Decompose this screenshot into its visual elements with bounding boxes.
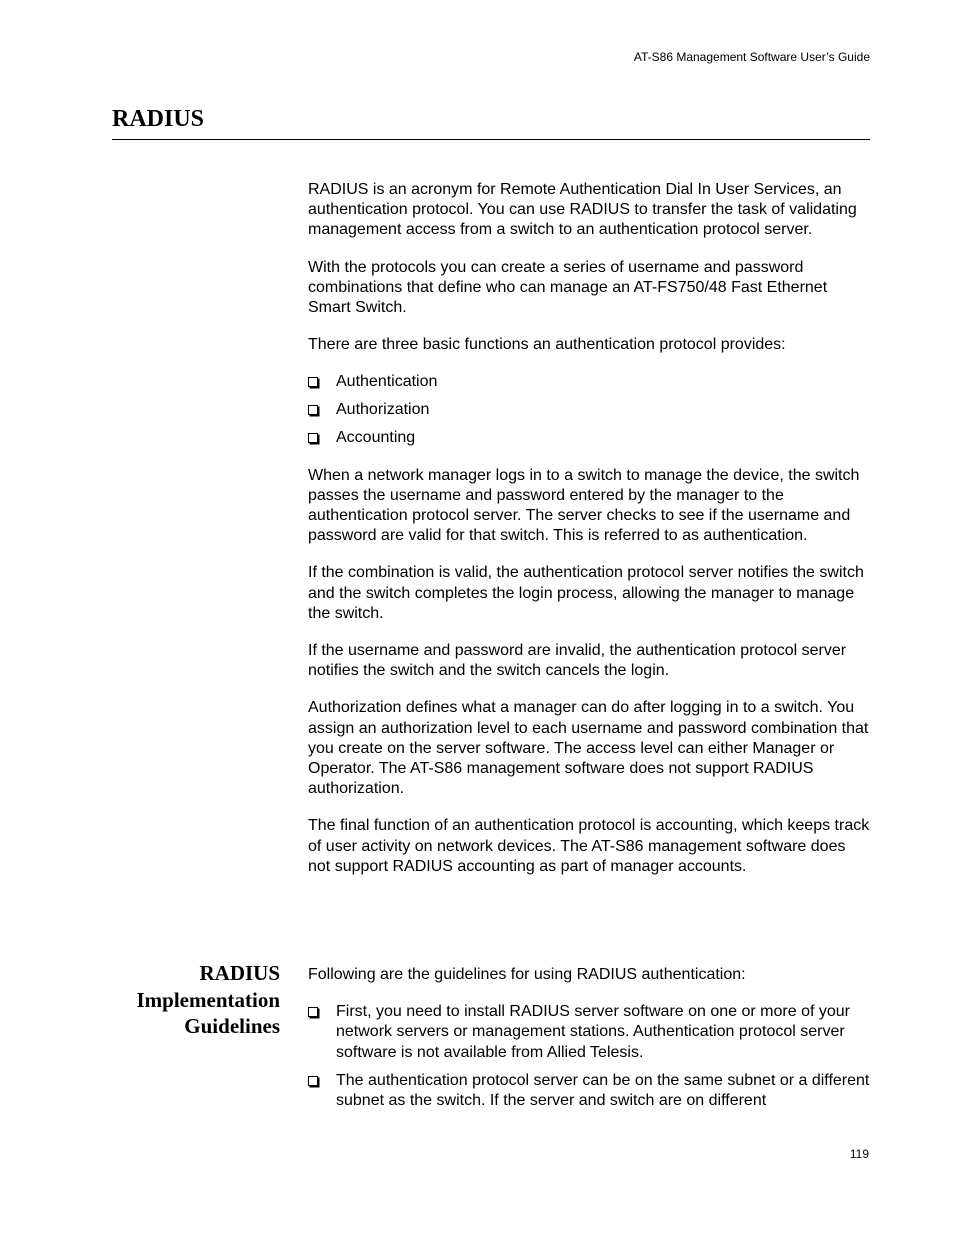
checkbox-bullet-icon	[308, 1007, 318, 1017]
checkbox-bullet-icon	[308, 1076, 318, 1086]
list-item	[308, 372, 870, 392]
paragraph-combinations: With the protocols you can create a series of username and password combinations that define who can manage an AT-FS750/48 Fast Ethernet Smart Switch.	[308, 258, 828, 317]
section-heading-line: Guidelines	[184, 1014, 280, 1038]
guidelines-column	[308, 965, 870, 1128]
paragraph-definition: RADIUS is an acronym for Remote Authentication Dial In User Services, an authentication protocol. You can use RADIUS to transfer the task of validating management access from a switch to an authentication protocol server.	[308, 181, 857, 239]
checkbox-bullet-icon	[308, 405, 318, 415]
paragraph-authentication: When a network manager logs in to a switch to manage the device, the switch passes the username and password entered by the manager to the authentication protocol server. The server checks to see if the username and password are valid for that switch. This is referred to as authentication.	[308, 466, 860, 545]
paragraph-invalid-combination: If the username and password are invalid, the authentication protocol server notifies the switch and the switch cancels the login.	[308, 642, 847, 680]
functions-list	[308, 372, 870, 448]
title-rule	[112, 139, 870, 140]
list-item	[308, 400, 870, 420]
chapter-title: RADIUS	[112, 106, 205, 132]
paragraph-authorization: Authorization defines what a manager can do after logging in to a switch. You assign an authorization level to each username and password combination that you create on the server software. The access level can either Manager or Operator. The AT-S86 management software does not support RADIUS authorization.	[308, 699, 869, 798]
list-item-text: Authentication	[336, 373, 438, 391]
running-header: AT-S86 Management Software User’s Guide	[633, 50, 870, 64]
section-heading-guidelines	[112, 960, 280, 1040]
paragraph-guidelines-intro: Following are the guidelines for using RADIUS authentication:	[308, 966, 746, 983]
paragraph-functions-intro: There are three basic functions an authentication protocol provides:	[308, 336, 786, 354]
paragraph-valid-combination: If the combination is valid, the authentication protocol server notifies the switch and the switch completes the login process, allowing the manager to manage the switch.	[308, 564, 864, 622]
list-item-text: Accounting	[336, 429, 416, 447]
list-item-text: First, you need to install RADIUS server software on one or more of your network servers or management stations. Authentication protocol server software is not available from Allied Telesis.	[336, 1003, 850, 1061]
checkbox-bullet-icon	[308, 433, 318, 443]
list-item	[308, 428, 870, 448]
section-heading-line: RADIUS	[199, 961, 280, 985]
paragraph-accounting: The final function of an authentication protocol is accounting, which keeps track of user activity on network devices. The AT-S86 management software does not support RADIUS accounting as part of manager accounts.	[308, 817, 870, 875]
list-item	[308, 1071, 870, 1111]
list-item-text: Authorization	[336, 401, 430, 419]
checkbox-bullet-icon	[308, 377, 318, 387]
page-number: 119	[849, 1147, 869, 1161]
list-item-text: The authentication protocol server can be on the same subnet or a different subnet as the switch. If the server and switch are on different	[336, 1071, 870, 1109]
guidelines-list	[308, 1002, 870, 1111]
list-item	[308, 1002, 870, 1063]
section-heading-line: Implementation	[136, 987, 280, 1012]
intro-column	[308, 180, 870, 894]
